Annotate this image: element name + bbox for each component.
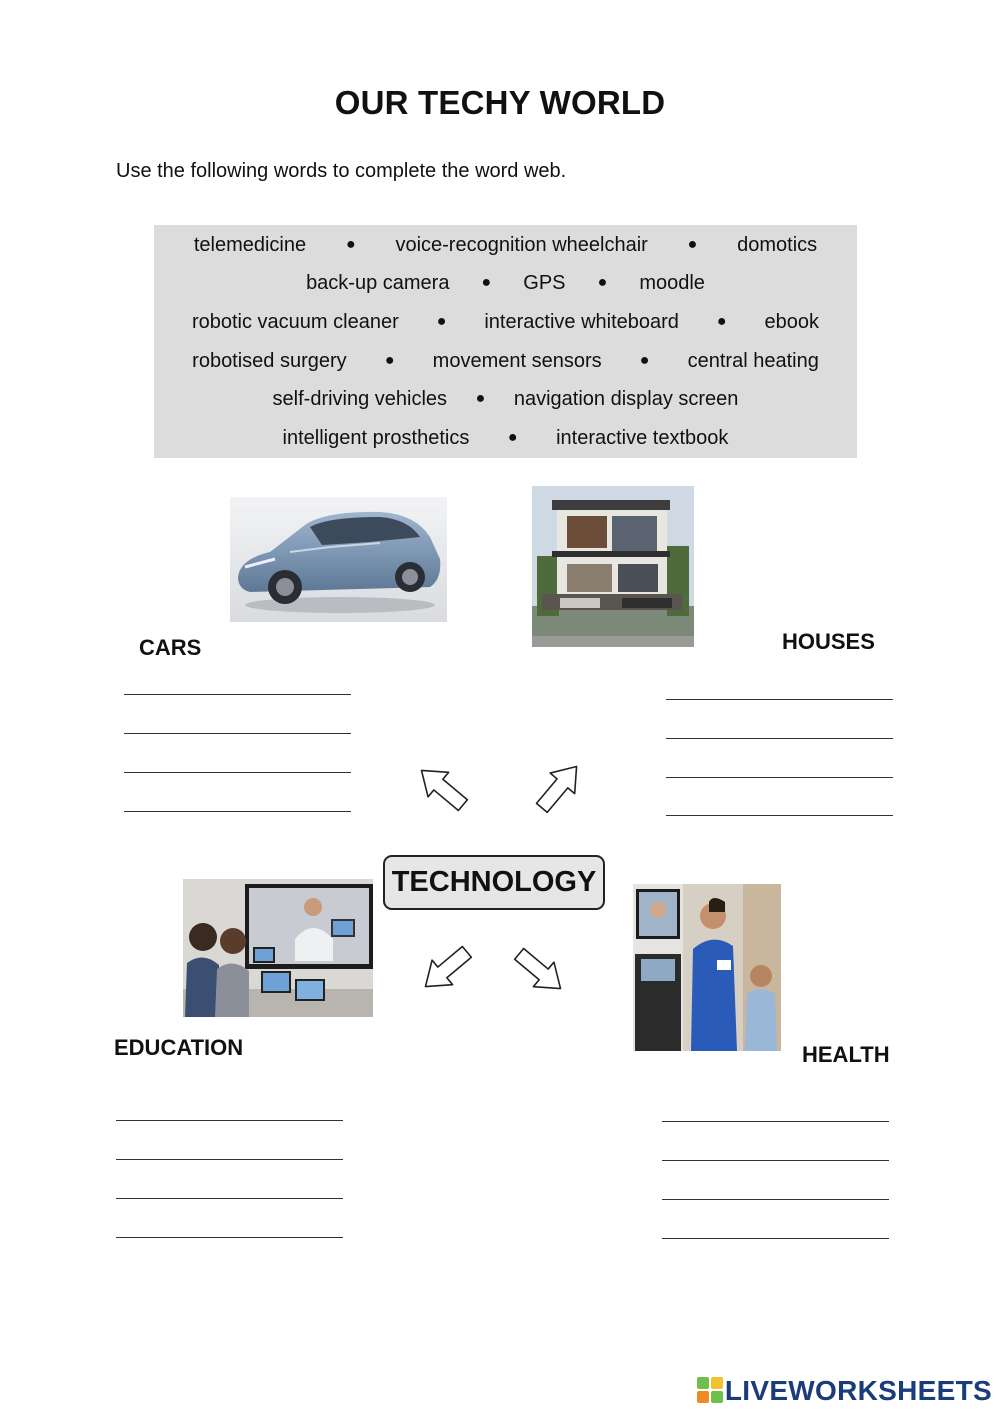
- bullet-icon: ●: [716, 313, 727, 330]
- category-label-education: EDUCATION: [114, 1035, 244, 1060]
- bullet-icon: ●: [507, 429, 518, 446]
- bullet-icon: ●: [345, 236, 356, 253]
- category-label-cars: CARS: [139, 635, 202, 660]
- word-chip: ebook: [764, 310, 820, 333]
- word-chip: telemedicine: [193, 233, 307, 256]
- word-chip: back-up camera: [306, 271, 450, 294]
- word-chip: interactive textbook: [556, 426, 729, 449]
- word-chip: self-driving vehicles: [272, 387, 448, 410]
- word-chip: central heating: [687, 349, 819, 372]
- bullet-icon: ●: [687, 236, 698, 253]
- word-chip: movement sensors: [432, 349, 602, 372]
- arrow-down-right-icon: [509, 942, 571, 1001]
- bullet-icon: ●: [597, 274, 608, 291]
- liveworksheets-logo-text: LIVEWORKSHEETS: [724, 1375, 992, 1406]
- word-chip: robotised surgery: [192, 349, 347, 372]
- arrow-up-right-icon: [530, 756, 589, 818]
- word-chip: navigation display screen: [513, 387, 739, 410]
- word-chip: GPS: [523, 271, 566, 294]
- arrow-down-left-icon: [415, 940, 477, 999]
- word-chip: robotic vacuum cleaner: [191, 310, 399, 333]
- bullet-icon: ●: [436, 313, 447, 330]
- center-node-technology: TECHNOLOGY: [383, 855, 605, 910]
- bullet-icon: ●: [475, 390, 486, 407]
- word-chip: interactive whiteboard: [484, 310, 679, 333]
- word-chip: voice-recognition wheelchair: [395, 233, 648, 256]
- instruction-text: Use the following words to complete the word web.: [116, 160, 567, 182]
- word-chip: domotics: [737, 233, 818, 256]
- arrow-up-left-icon: [411, 758, 473, 817]
- liveworksheets-logo-icon: [697, 1377, 723, 1405]
- word-chip: intelligent prosthetics: [282, 426, 470, 449]
- category-label-health: HEALTH: [802, 1042, 890, 1067]
- bullet-icon: ●: [384, 352, 395, 369]
- bullet-icon: ●: [481, 274, 492, 291]
- page-title: OUR TECHY WORLD: [334, 84, 666, 121]
- word-chip: moodle: [639, 271, 705, 294]
- bullet-icon: ●: [639, 352, 650, 369]
- category-label-houses: HOUSES: [782, 629, 875, 654]
- liveworksheets-logo: [697, 1375, 992, 1407]
